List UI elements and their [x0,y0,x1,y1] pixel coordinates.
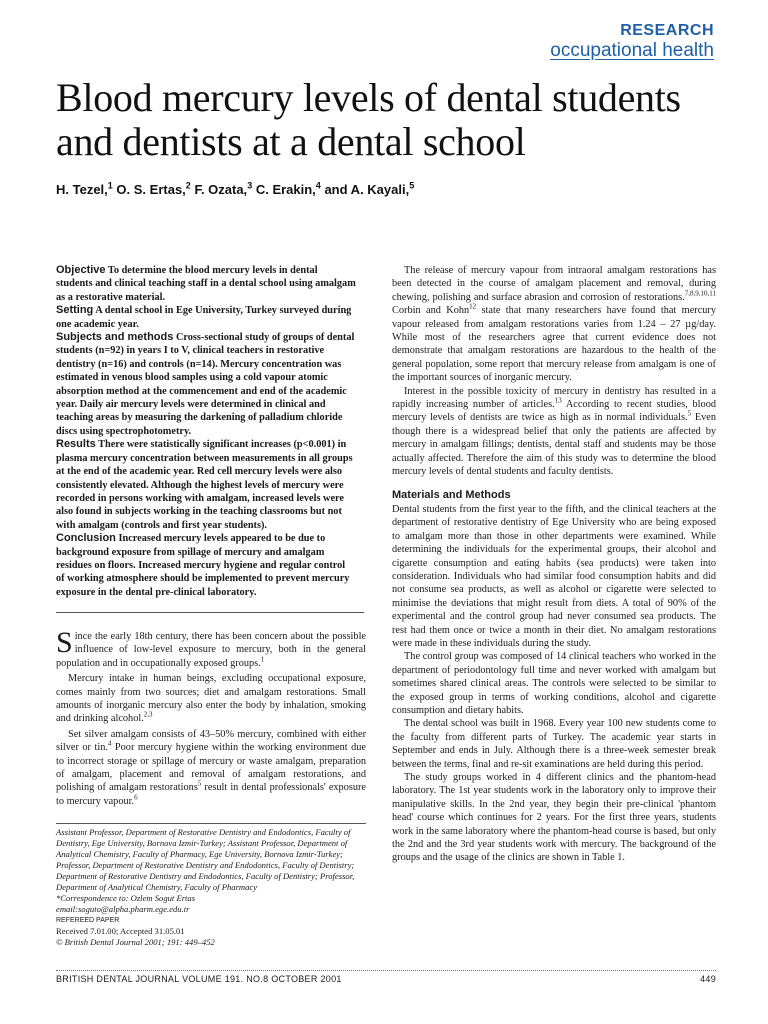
affiliations: Assistant Professor, Department of Restorative Dentistry and Endodontics, Faculty of Dentistry, Ege University, Bornova Izmir-Turkey; Assistant Professor, Department of Analytical Chemistry, Faculty of Pharmacy, Ege University, Bornova Izmir-Turkey; Professor, Department of Restorative Dentistry and Endodontics, Faculty of Dentistry; Department of Restorative Dentistry and Endodontics, Faculty of Dentistry; Professor, Department of Analytical Chemistry, Faculty of Pharmacy [56,827,355,892]
intro-paragraph: Mercury intake in human beings, excluding occupational exposure, comes mainly from two sources; diet and amalgam restorations. Small amounts of inorganic mercury also enter the body by inhalation, smoking and drinking alcohol.$^{2,3}$ [56,673,366,725]
author: H. Tezel, [56,182,108,197]
abstract-objective: Objective To determine the blood mercury levels in dental students and clinical teaching staff in a dental school using amalgam as a restorative material. [56,264,356,303]
author: F. Ozata, [194,182,248,197]
abstract-methods: Subjects and methods Cross-sectional study of groups of dental students (n=92) in years I to V, clinical teachers in restorative dentistry (n=16) and controls (n=14). Mercury concentration was estimated in venous blood samples using a cold vapour atomic absorption method at the commencement and end of the academic year. Daily air mercury levels were determined in clinical and teaching areas by measuring the darkening of palladium chloride discs using spectrophotometry. [56,331,355,437]
received-dates: Received 7.01.00; Accepted 31.05.01 [56,926,185,936]
page-number: 449 [700,974,716,984]
body-paragraph: The release of mercury vapour from intraoral amalgam restorations has been detected in the course of amalgam placement and removal, during chewing, polishing and surface abrasion and corrosion of restorations.$^{7,8,9,10,11}$ Corbin and Kohn$^{12}$ state that many researchers have found that mercury vapour released from amalgam restorations varies from 1.24 – 27 µg/day. While most of the researchers agree that current evidence does not demonstrate that amalgam restorations are hazardous to the health of the general population, some report that mercury release from amalgam is one of the important sources of inorganic mercury. [392,265,716,384]
body-paragraph: The study groups worked in 4 different clinics and the phantom-head laboratory. The 1st year students work in the laboratory only to improve their manipulative skills. In the 2nd year, they begin their pre-clinical 'phantom head' course which continues for 2 years. For the first three years, students work in the same laboratory where the phantom-head course is based, but only the 2nd and the 3rd year students work with mercury. The background of the groups and the usage of the clinics are shown in Table 1. [392,772,716,864]
section-label: RESEARCH [620,22,714,39]
section-heading: Materials and Methods [392,488,511,501]
journal-info: BRITISH DENTAL JOURNAL VOLUME 191. NO.8 OCTOBER 2001 [56,974,342,984]
abstract-results: Results There were statistically significant increases (p<0.001) in plasma mercury concentration between measurements in all groups at the end of the academic year. Red cell mercury levels were also consistently elevated. Although the highest levels of mercury were recorded in persons working with amalgam, increased levels were also found in subjects working in the teaching classrooms but not with amalgam (controls and first year students). [56,438,353,531]
section-header [550,22,714,62]
abstract-conclusion: Conclusion Increased mercury levels appeared to be due to background exposure from spillage of mercury and amalgam residues on floors. Increased mercury hygiene and regular control of working atmosphere should be implemented to prevent mercury exposure in the dental pre-clinical laboratory. [56,532,350,598]
intro-paragraph: Set silver amalgam consists of 43–50% mercury, combined with either silver or tin.$^4$ Poor mercury hygiene within the working environment due to incorrect storage or spillage of mercury or waste amalgam, preparation of amalgam, placement and removal of amalgam restorations, and polishing of amalgam restorations$^5$ result in dental professionals' exposure to mercury vapour.$^6$ [56,728,366,807]
abstract-setting: Setting A dental school in Ege University, Turkey surveyed during one academic year. [56,304,352,330]
citation: © British Dental Journal 2001; 191: 449–452 [56,937,215,947]
refereed-label: REFEREED PAPER [56,917,120,924]
subsection-label: occupational health [550,40,714,61]
body-paragraph: The dental school was built in 1968. Every year 100 new students come to the faculty from different parts of Turkey. The academic year starts in September and ends in July. Although there is a three-week semester break between the terms, final and re-sit examinations are held during this period. [392,718,716,770]
introduction [56,626,366,810]
author-list: H. Tezel,$^1$ O. S. Ertas,$^2$ F. Ozata,$^3$ C. Erakin,$^4$ and A. Kayali,$^5$ [56,180,415,197]
author: C. Erakin, [255,182,316,197]
body-paragraph: Dental students from the first year to the fifth, and the clinical teachers at the department of restorative dentistry of Ege University who are being exposed to amalgam more than those in other departments were examined. While determining the individuals for the experimental groups, their alcohol and cigarette consumption and eating habits (sea products) were taken into consideration. Individuals who had similar food consumption habits and did not consume sea products, as well as alcohol or cigarette were selected to minimise the deviations that might result from diets. A total of 90% of the experimental and the control group had never consumed sea products. The rest had them once or twice a month in their diet. No amalgam restorations were made in these individuals during the study. [392,503,716,649]
abstract [56,264,356,599]
intro-paragraph: Since the early 18th century, there has been concern about the possible influence of low-level exposure to mercury, both in the general population and in occupationally exposed groups.$^1$ [56,626,366,669]
drop-cap: S [56,626,73,659]
abstract-divider [56,612,364,613]
author: O. S. Ertas, [116,182,186,197]
body-paragraph: The control group was composed of 14 clinical teachers who worked in the department of periodontology full time and never worked with amalgam but sometimes shared clinical areas. The controls were selected to be similar to the exposed group in terms of working conditions, alcohol and cigarette consumption and dietary habits. [392,651,716,716]
footnotes [56,823,366,948]
email: email:soguto@alpha.pharm.ege.edu.tr [56,904,190,914]
author: and A. Kayali, [324,182,410,197]
body-paragraph: Interest in the possible toxicity of mercury in dentistry has resulted in a rapidly increasing number of articles.$^{13}$ According to recent studies, blood mercury levels of dentists are twice as high as in normal individuals.$^5$ Even though there is a widespread belief that only the patients are affected by mercury in amalgam fillings; dentists, dental staff and students may be those actually affected. Therefore the aim of this study was to determine the blood mercury levels of dental students and faculty dentists. [392,385,716,478]
right-column [392,264,716,865]
article-title: Blood mercury levels of dental students and dentists at a dental school [56,75,681,164]
correspondence: *Correspondence to: Ozlem Sogut Ertas [56,893,196,903]
footer-divider [56,970,716,971]
page-footer [56,974,716,984]
